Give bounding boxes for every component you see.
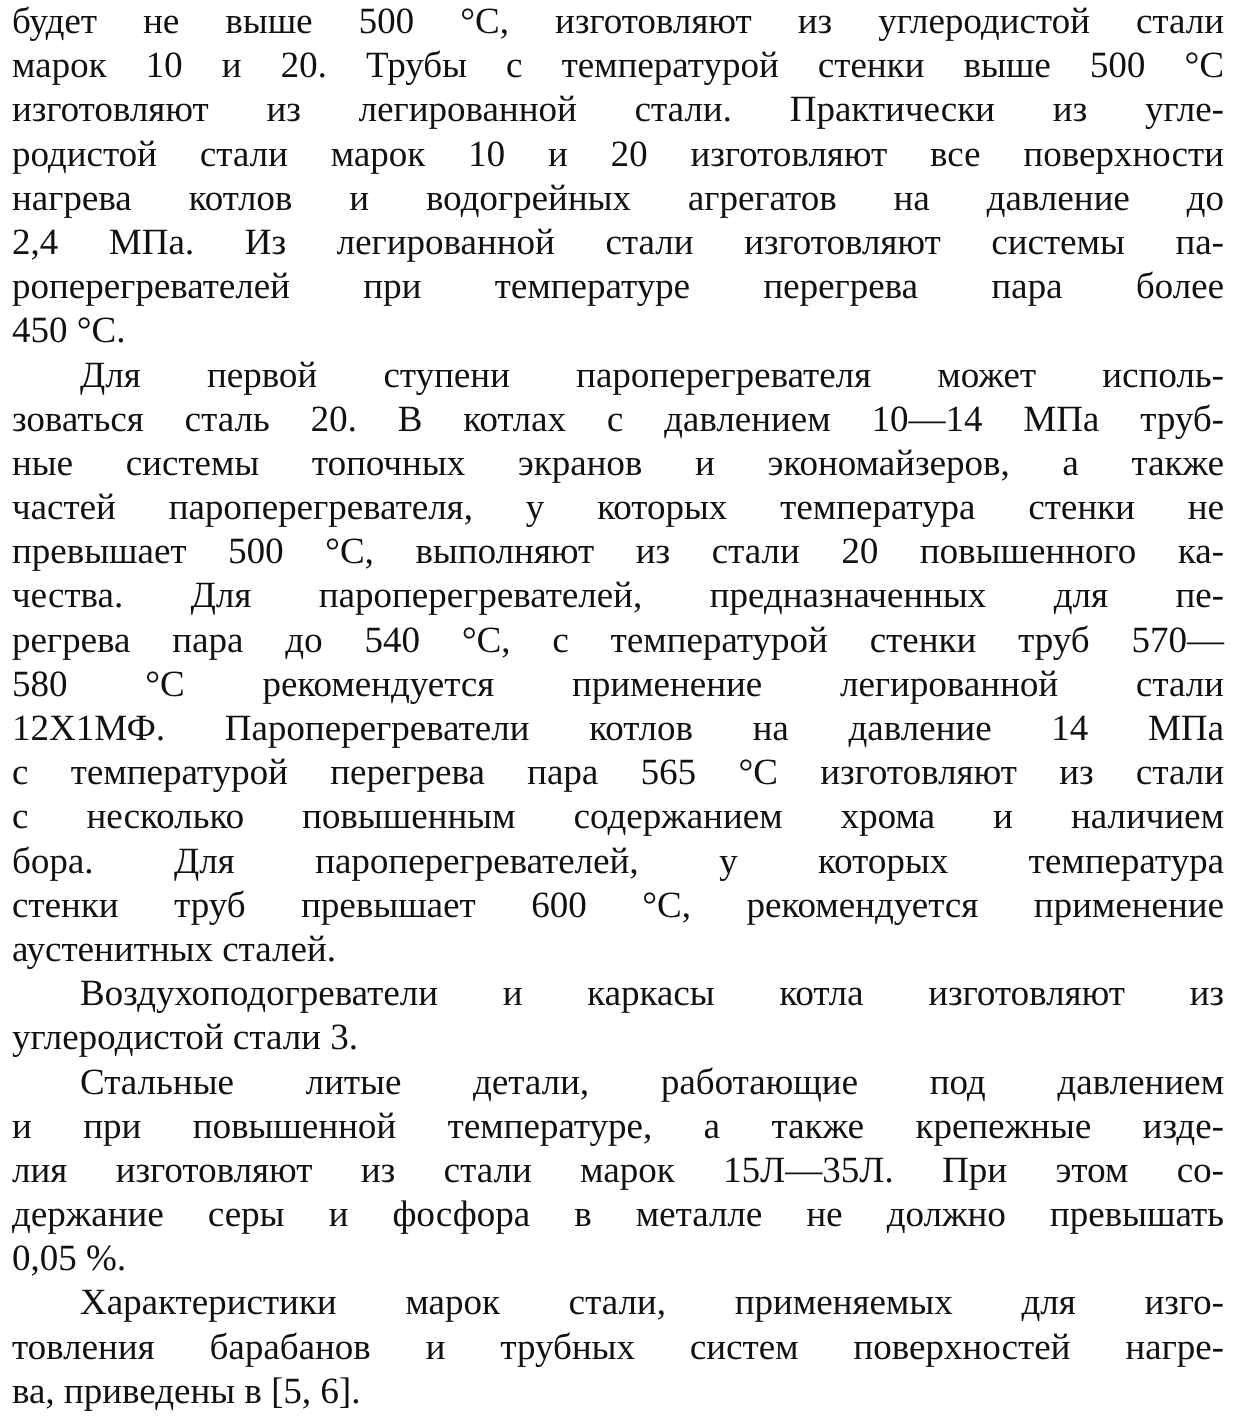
- text-line: будет не выше 500 °С, изготовляют из углеродистой стали: [12, 1, 1224, 42]
- text-line: нагрева котлов и водогрейных агрегатов на давление до: [12, 177, 1224, 219]
- text-line: лия изготовляют из стали марок 15Л—35Л. При этом со-: [12, 1149, 1224, 1191]
- text-line: марок 10 и 20. Трубы с температурой стенки выше 500 °С: [12, 45, 1224, 87]
- text-line: 0,05 %.: [12, 1238, 127, 1280]
- text-line: 2,4 МПа. Из легированной стали изготовляют системы па-: [12, 221, 1224, 263]
- text-line: аустенитных сталей.: [12, 928, 336, 970]
- text-line: с температурой перегрева пара 565 °С изготовляют из стали: [12, 752, 1224, 794]
- text-line: частей пароперегревателя, у которых температура стенки не: [12, 487, 1224, 529]
- paragraph-1: [12, 0, 1224, 354]
- text-line: Для первой ступени пароперегревателя может исполь-: [80, 354, 1224, 396]
- text-line: чества. Для пароперегревателей, предназначенных для пе-: [12, 575, 1224, 617]
- text-line: Воздухоподогреватели и каркасы котла изготовляют из: [80, 973, 1224, 1015]
- text-line: бора. Для пароперегревателей, у которых температура: [12, 840, 1224, 882]
- paragraph-2: [12, 354, 1224, 973]
- document-page: [12, 0, 1224, 1414]
- text-line: ва, приведены в [5, 6].: [12, 1370, 361, 1412]
- text-line: зоваться сталь 20. В котлах с давлением 10—14 МПа труб-: [12, 398, 1224, 440]
- text-line: и при повышенной температуре, а также крепежные изде-: [12, 1105, 1224, 1147]
- text-line: превышает 500 °С, выполняют из стали 20 повышенного ка-: [12, 531, 1224, 573]
- paragraph-4: [12, 1061, 1224, 1282]
- text-line: изготовляют из легированной стали. Практически из угле-: [12, 89, 1224, 131]
- text-line: 450 °С.: [12, 310, 126, 352]
- text-line: регрева пара до 540 °С, с температурой стенки труб 570—: [12, 619, 1224, 661]
- text-line: с несколько повышенным содержанием хрома и наличием: [12, 796, 1224, 838]
- text-line: 580 °С рекомендуется применение легированной стали: [12, 663, 1224, 705]
- text-line: стенки труб превышает 600 °С, рекомендуется применение: [12, 884, 1224, 926]
- text-line: родистой стали марок 10 и 20 изготовляют все поверхности: [12, 133, 1224, 175]
- text-line: товления барабанов и трубных систем поверхностей нагре-: [12, 1326, 1224, 1368]
- text-line: роперегревателей при температуре перегрева пара более: [12, 266, 1224, 308]
- text-line: Характеристики марок стали, применяемых для изго-: [80, 1282, 1224, 1324]
- text-line: Стальные литые детали, работающие под давлением: [80, 1061, 1224, 1103]
- text-line: углеродистой стали 3.: [12, 1017, 358, 1059]
- text-line: 12Х1МФ. Пароперегреватели котлов на давление 14 МПа: [12, 708, 1224, 749]
- paragraph-3: [12, 972, 1224, 1060]
- paragraph-5: [12, 1281, 1224, 1414]
- text-line: ные системы топочных экранов и экономайзеров, а также: [12, 442, 1224, 484]
- text-line: держание серы и фосфора в металле не должно превышать: [12, 1194, 1224, 1236]
